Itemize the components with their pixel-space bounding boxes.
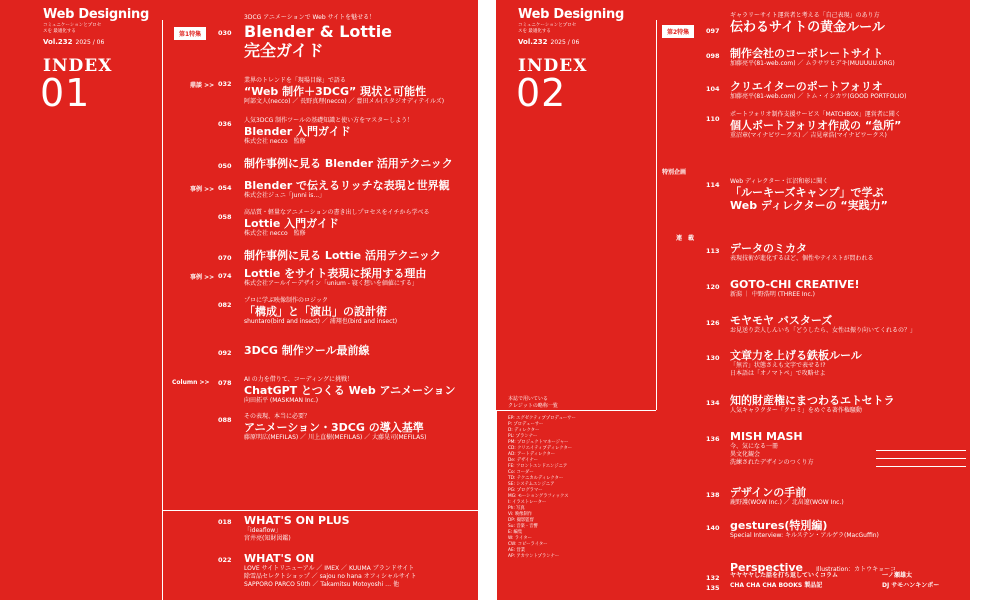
entry-credit: 重沼章(マイナビワークス) ／ 吉見章浩(マイナビワークス) <box>730 132 887 139</box>
page-number: 120 <box>706 283 720 291</box>
credit-abbrev: Co: コーダー <box>508 470 534 475</box>
magazine-logo: Web Designing <box>518 7 625 22</box>
page-number: 082 <box>218 301 232 309</box>
page-number: 104 <box>706 85 720 93</box>
entry-kicker: 高品質・軽量なアニメーションの書き出しプロセスをイチから学べる <box>244 209 430 216</box>
entry-credit: 向田拓平 (MASKMAN Inc.) <box>244 397 319 404</box>
illustration-credit: Illustration：カトウキョーコ <box>816 566 897 573</box>
issue-date: 2025 / 06 <box>75 39 105 46</box>
credit-abbrev: AP: アカウントプランナー <box>508 554 560 559</box>
credit-abbrev: CD: クリエイティブディレクター <box>508 446 573 451</box>
page-number: 114 <box>706 181 720 189</box>
credit-abbrev: SE: システムエンジニア <box>508 482 555 487</box>
feature-entry[interactable] <box>244 14 392 60</box>
magazine-logo: Web Designing <box>43 7 150 22</box>
index-page-01 <box>0 0 478 600</box>
page-number: 050 <box>218 162 232 170</box>
toc-entry[interactable] <box>730 572 912 580</box>
page-number: 088 <box>218 416 232 424</box>
page-number: 092 <box>218 349 232 357</box>
entry-kicker: 3DCG アニメーションで Web サイトを魅せる！ <box>244 14 376 21</box>
credits-heading: クレジットの略称一覧 <box>508 403 558 409</box>
divider-line <box>656 20 657 410</box>
entry-title: 完全ガイド <box>244 41 324 60</box>
entry-title: クリエイターのポートフォリオ <box>730 80 883 93</box>
index-number: 02 <box>516 71 567 115</box>
section-label: 連 載 <box>676 235 695 242</box>
entry-title: Blender & Lottie <box>244 22 393 41</box>
column-title: CHA CHA CHA BOOKS 製品記 <box>730 582 823 589</box>
page-number: 110 <box>706 115 720 123</box>
entry-title: Lottie をサイト表現に採用する理由 <box>244 267 427 280</box>
entry-credit: 藤原明広(MEFILAS) ／ 川上直樹(MEFILAS) ／ 大藤晃司(MEFILAS) <box>244 434 427 441</box>
entry-kicker: Web ディレクター・江沼和彰に聞く <box>730 178 829 185</box>
page-number: 032 <box>218 80 232 88</box>
column-title: ヤヤヤヤした話を打ち返していくコラム <box>730 572 838 579</box>
entry-kicker: ポートフォリオ制作支援サービス「MATCHBOX」運営者に聞く <box>730 111 901 118</box>
entry-subtitle: 日本語は「オノマトペ」で攻略せよ <box>730 370 826 377</box>
toc-entry[interactable] <box>244 249 441 262</box>
credit-abbrev: CW: コピーライター <box>508 542 548 547</box>
volume-number: Vol.232 <box>43 38 73 46</box>
page-number: 070 <box>218 254 232 262</box>
page-number: 036 <box>218 120 232 128</box>
entry-title: gestures(特別編) <box>730 519 828 532</box>
entry-credit: 株式会社アールイーデザイン「unium - 寝く想いを価値にする」 <box>244 280 418 287</box>
page-number: 054 <box>218 184 232 192</box>
entry-title: Blender で伝えるリッチな表現と世界観 <box>244 179 450 192</box>
toc-entry[interactable] <box>730 582 939 590</box>
toc-entry[interactable] <box>244 157 453 170</box>
section-label: 鼎談 >> <box>190 82 215 89</box>
toc-entry[interactable] <box>244 552 416 589</box>
toc-entry[interactable] <box>730 47 895 68</box>
credit-abbrev: PG: プログラマー <box>508 488 543 493</box>
column-title: 今、気になる一冊 <box>730 443 779 450</box>
entry-subtitle: 人気キャラクター「クロミ」をめぐる著作権騒動 <box>730 407 862 414</box>
divider-line <box>496 410 497 600</box>
column-author: 田渕将吾 <box>970 443 994 450</box>
page-number: 098 <box>706 52 720 60</box>
section-label: 特別企画 <box>662 169 687 176</box>
credit-abbrev: De: デザイナー <box>508 458 538 463</box>
entry-title: Web ディレクターの “実践力” <box>730 199 888 212</box>
toc-entry[interactable] <box>244 514 350 543</box>
page-number: 130 <box>706 354 720 362</box>
credit-abbrev: E: 編集 <box>508 530 523 535</box>
section-label: Column >> <box>172 379 210 386</box>
entry-title: Lottie 入門ガイド <box>244 217 339 230</box>
masthead <box>518 8 624 46</box>
entry-title: アニメーション・3DCG の導入基準 <box>244 421 424 434</box>
divider-line <box>162 510 163 600</box>
feature-badge: 第1特集 <box>174 27 206 40</box>
credit-abbrev: PM: プロジェクトマネージャー <box>508 440 569 445</box>
entry-title: WHAT'S ON PLUS <box>244 514 350 527</box>
column-author: DJ サモハンキンポー <box>882 582 940 589</box>
toc-entry[interactable] <box>730 278 860 299</box>
entry-kicker: 業界のトレンドを「現場目線」で語る <box>244 77 346 84</box>
column-author: 工藤俊祐 <box>970 451 994 458</box>
page-number: 132 <box>706 574 720 582</box>
page-number: 113 <box>706 247 720 255</box>
entry-credit: LOVE サイトリニューアル ／ IMEX ／ KUUMA ブランドサイト <box>244 565 415 572</box>
entry-subtitle: Special Interview: キルステン・アルゲラ(MacGuffin) <box>730 532 879 539</box>
entry-credit: shuntaro(bird and insect) ／ 浦翔也(bird and insect) <box>244 318 398 325</box>
page-number: 078 <box>218 379 232 387</box>
entry-title: 制作事例に見る Blender 活用テクニック <box>244 157 453 170</box>
credit-abbrev: I: イラストレーター <box>508 500 547 505</box>
page-number: 074 <box>218 272 232 280</box>
entry-title: Perspective <box>730 561 804 574</box>
credit-abbrev: W: ライター <box>508 536 532 541</box>
entry-title: 制作事例に見る Lottie 活用テクニック <box>244 249 441 262</box>
toc-entry[interactable] <box>730 394 895 415</box>
credit-abbrev: Ph: 写真 <box>508 506 525 511</box>
credit-abbrev: DP: 撮影監督 <box>508 518 534 523</box>
magazine-tagline: コミュニケーションとプロセスを 最適化する <box>518 23 577 34</box>
column-author: 一ノ瀬雄太 <box>882 572 913 579</box>
page-number: 136 <box>706 435 720 443</box>
entry-title: モヤモヤ バスターズ <box>730 314 833 327</box>
page-number: 058 <box>218 213 232 221</box>
column-author: 加藤千恵 <box>970 459 994 466</box>
toc-entry[interactable] <box>730 242 874 263</box>
page-number: 134 <box>706 399 720 407</box>
magazine-tagline: コミュニケーションとプロセスを 最適化する <box>43 23 102 34</box>
toc-entry[interactable] <box>730 349 862 378</box>
index-label: INDEX <box>518 56 588 76</box>
page-number: 140 <box>706 524 720 532</box>
credit-abbrev: Vi: 映像制作 <box>508 512 533 517</box>
toc-entry[interactable] <box>730 111 901 140</box>
page-number: 138 <box>706 491 720 499</box>
toc-entry[interactable] <box>730 80 906 101</box>
credit-abbrev: PL: プランナー <box>508 434 538 439</box>
page-number: 126 <box>706 319 720 327</box>
index-label: INDEX <box>43 56 113 76</box>
entry-credit: 阿部文人(necco) ／ 長野真理(necco) ／ 豊田メル(スタジオディテイルズ) <box>244 98 445 105</box>
column-title: 異文化観会 <box>730 451 761 458</box>
issue-date: 2025 / 06 <box>550 39 580 46</box>
entry-title: ChatGPT とつくる Web アニメーション <box>244 384 456 397</box>
page-number: 030 <box>218 29 232 37</box>
entry-title: Blender 入門ガイド <box>244 125 351 138</box>
entry-credit: 株式会社 necco 監修 <box>244 138 306 145</box>
entry-kicker: 人気3DCG 制作ツールの基礎知識と使い方をマスターしよう！ <box>244 117 414 124</box>
page-number: 022 <box>218 556 232 564</box>
page-number: 097 <box>706 27 720 35</box>
entry-kicker: その表現、本当に必要？ <box>244 413 311 420</box>
entry-title: 個人ポートフォリオ作成の “急所” <box>730 119 902 132</box>
entry-title: データのミカタ <box>730 242 807 255</box>
entry-title: 文章力を上げる鉄板ルール <box>730 349 862 362</box>
entry-credit: SAPPORO PARCO 50th ／ Takamitsu Motoyoshi … 他 <box>244 581 400 588</box>
entry-title: デザインの手前 <box>730 486 807 499</box>
masthead <box>43 8 149 46</box>
entry-credit: 加藤亮平(81-web.com) ／ ムラサワヒデキ(MUUUUU.ORG) <box>730 60 895 67</box>
credit-abbrev: TD: テクニカルディレクター <box>508 476 564 481</box>
section-label: 事例 >> <box>190 186 215 193</box>
entry-credit: 加藤亮平(81-web.com) ／ トム・イシカワ(GOOD PORTFOLIO) <box>730 93 907 100</box>
entry-title: 知的財産権にまつわるエトセトラ <box>730 394 895 407</box>
entry-title: WHAT'S ON <box>244 552 315 565</box>
entry-title: 「ルーキーズキャンプ」で学ぶ <box>730 186 884 199</box>
entry-subtitle: 「無音」状態さえも文字で表せる!? <box>730 362 826 369</box>
entry-credit: 株式会社 necco 監修 <box>244 230 306 237</box>
entry-title: 3DCG 制作ツール最前線 <box>244 344 370 357</box>
entry-subtitle: 新潟 ｜ 中野浩明 (THREE Inc.) <box>730 291 816 298</box>
toc-entry[interactable] <box>730 486 844 507</box>
entry-title: 伝わるサイトの黄金ルール <box>730 20 885 35</box>
credit-abbrev: FE: フロントエンドエンジニア <box>508 464 568 469</box>
entry-title: MISH MASH <box>730 430 803 443</box>
entry-kicker: ギャラリーサイト運営者と考える「自己表現」のあり方 <box>730 12 880 19</box>
toc-entry[interactable] <box>244 376 456 405</box>
toc-entry[interactable] <box>730 430 994 467</box>
column-title: 洗練されたデザインのつくり方 <box>730 459 814 466</box>
divider-line <box>162 510 478 511</box>
toc-entry[interactable] <box>244 209 429 238</box>
entry-subtitle: お見送り芸人しんいち「どうしたら、女性は振り向いてくれるの？」 <box>730 327 917 334</box>
page-number: 018 <box>218 518 232 526</box>
toc-entry[interactable] <box>244 77 444 106</box>
credits-heading: 本誌で用いている <box>508 396 549 402</box>
volume-number: Vol.232 <box>518 38 548 46</box>
credit-abbrev: P: プロデューサー <box>508 422 544 427</box>
credit-abbrev: D: ディレクター <box>508 428 540 433</box>
entry-credit: 宮井亮(知財図鑑) <box>244 535 291 542</box>
entry-title: 「構成」と「演出」の設計術 <box>244 305 387 318</box>
index-page-02 <box>496 0 994 600</box>
divider-line <box>162 20 163 510</box>
toc-entry[interactable] <box>244 297 397 326</box>
feature-badge: 第2特集 <box>662 25 694 38</box>
entry-subtitle: 表現技術が進化するほど、個性やテイストが問われる <box>730 255 874 262</box>
entry-credit: 除雪品セレクトショップ ／ sajou no hana オフィシャルサイト <box>244 573 417 580</box>
credit-abbrev: AD: アートディレクター <box>508 452 556 457</box>
toc-entry[interactable] <box>244 179 450 200</box>
credits-legend <box>508 396 576 560</box>
feature-entry[interactable] <box>730 12 885 35</box>
credit-abbrev: EP: エグゼクティブプロデューサー <box>508 416 576 421</box>
page-number: 135 <box>706 584 720 592</box>
credit-abbrev: MG: モーショングラフィックス <box>508 494 569 499</box>
entry-title: GOTO-CHI CREATIVE! <box>730 278 860 291</box>
credit-abbrev: Su: 音楽・音響 <box>508 524 538 529</box>
entry-title: 制作会社のコーポレートサイト <box>730 47 884 60</box>
index-number: 01 <box>40 71 91 115</box>
entry-kicker: AI の力を借りて、コーディングに挑戦！ <box>244 376 354 383</box>
entry-credit: 株式会社ジュニ「Junni is...」 <box>244 192 326 199</box>
section-label: 事例 >> <box>190 274 215 281</box>
credit-abbrev: AE: 営業 <box>508 548 526 553</box>
special-entry[interactable] <box>730 178 888 212</box>
entry-title: “Web 制作＋3DCG” 現状と可能性 <box>244 85 427 98</box>
entry-credit: 「ideaflow」 <box>244 527 282 534</box>
entry-kicker: プロに学ぶ映像制作のロジック <box>244 297 329 304</box>
toc-entry[interactable] <box>244 344 370 357</box>
entry-subtitle: 鹿野護(WOW Inc.) ／ 北畠遼(WOW Inc.) <box>730 499 844 506</box>
toc-entry[interactable] <box>730 314 916 335</box>
toc-entry[interactable] <box>730 519 879 540</box>
toc-entry[interactable] <box>244 117 413 146</box>
toc-entry[interactable] <box>244 267 426 288</box>
toc-entry[interactable] <box>244 413 426 442</box>
